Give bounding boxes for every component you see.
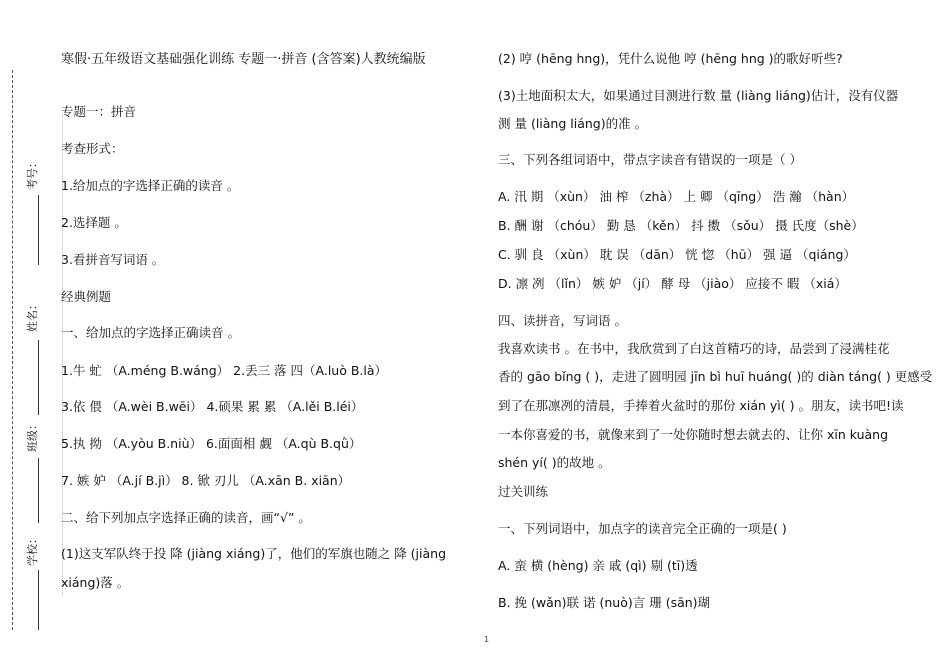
document-title: 寒假·五年级语文基础强化训练 专题一·拼音 (含答案)人教统编版 xyxy=(61,52,426,67)
practice-question-1: 一、下列词语中，加点字的读音完全正确的一项是( ) xyxy=(498,521,787,536)
format-heading: 考查形式： xyxy=(61,141,124,156)
section-2-question-2: (2) 哼 (hēng hng)，凭什么说他 哼 (hēng hng )的歌好听些? xyxy=(498,51,843,66)
passage-line-4: 一本你喜爱的书，就像来到了一处你随时想去就去的、让你 xīn kuàng xyxy=(498,427,889,442)
school-label: 学校： xyxy=(26,533,39,566)
passage-line-3: 到了在那凛冽的清晨，手捧着火盆时的那份 xián yì( ) 。朋友，读书吧!读 xyxy=(498,398,904,413)
question-1-2: 1.牛 虻 （A.méng B.wáng） 2.丢三 落 四（A.luò B.là） xyxy=(61,363,388,378)
class-line xyxy=(38,458,39,523)
passage-line-5: shén yí( )的故地 。 xyxy=(498,455,611,470)
class-label: 班级： xyxy=(26,419,39,452)
section-2-question-1b: xiáng)落 。 xyxy=(61,575,130,590)
practice-heading: 过关训练 xyxy=(498,484,549,499)
section-2-question-3b: 测 量 (liàng liáng)的准 。 xyxy=(498,116,648,131)
option-d: D. 凛 冽 （lǐn） 嫉 妒 （jí） 酵 母 （jiào） 应接不 暇 （xiá） xyxy=(498,276,847,291)
passage-line-2: 香的 gāo bǐng ( )，走进了圆明园 jīn bì huī huáng( )的 diàn táng( ) 更感受 xyxy=(498,369,933,384)
practice-option-a: A. 蛮 横 (hèng) 亲 戚 (qì) 剔 (tī)透 xyxy=(498,558,698,573)
format-item-3: 3.看拼音写词语 。 xyxy=(61,252,165,267)
option-a: A. 汛 期 （xùn） 油 榨 （zhà） 上 卿 （qīng） 浩 瀚 （hàn） xyxy=(498,189,855,204)
question-7-8: 7. 嫉 妒 （A.jí B.jì） 8. 锨 刃儿 （A.xān B. xiān） xyxy=(61,473,351,488)
format-item-1: 1.给加点的字选择正确的读音 。 xyxy=(61,178,240,193)
option-b: B. 酬 谢 （chóu） 勤 恳 （kěn） 抖 擞 （sǒu） 摄 氏度（shè） xyxy=(498,218,864,233)
binding-dashed-line xyxy=(12,70,13,630)
section-3-heading: 三、下列各组词语中，带点字读音有错误的一项是（ ） xyxy=(498,152,802,167)
school-line xyxy=(38,570,39,630)
page-number: 1 xyxy=(484,635,490,644)
section-2-question-3a: (3)土地面积太大，如果通过目测进行数 量 (liàng liáng)估计，没有仪器 xyxy=(498,88,899,103)
exam-number-label: 考号： xyxy=(26,157,39,190)
name-label: 姓名： xyxy=(26,299,39,332)
format-item-2: 2.选择题 。 xyxy=(61,215,127,230)
name-line xyxy=(38,340,39,415)
section-2-heading: 二、给下列加点字选择正确的读音，画“√” 。 xyxy=(61,510,311,525)
examples-heading: 经典例题 xyxy=(61,289,112,304)
section-1-heading: 一、给加点的字选择正确读音 。 xyxy=(61,325,240,340)
practice-option-b: B. 挽 (wǎn)联 诺 (nuò)言 珊 (sān)瑚 xyxy=(498,595,711,610)
section-2-question-1a: (1)这支军队终于投 降 (jiàng xiáng)了，他们的军旗也随之 降 (jiàng xyxy=(61,546,447,561)
binding-margin xyxy=(0,0,48,671)
question-5-6: 5.执 拗 （A.yòu B.niù） 6.面面相 觑 （A.qù B.qǜ） xyxy=(61,436,362,451)
passage-line-1: 我喜欢读书 。在书中，我欣赏到了白这首精巧的诗，品尝到了浸满桂花 xyxy=(498,341,890,356)
section-4-heading: 四、读拼音，写词语 。 xyxy=(498,313,627,328)
exam-number-line xyxy=(38,195,39,265)
option-c: C. 驯 良 （xùn） 耽 误 （dān） 恍 惚 （hū） 强 逼 （qiáng） xyxy=(498,247,856,262)
question-3-4: 3.依 偎 （A.wèi B.wēi） 4.硕果 累 累 （A.lěi B.léi） xyxy=(61,399,364,414)
topic-heading: 专题一：拼音 xyxy=(61,104,137,119)
